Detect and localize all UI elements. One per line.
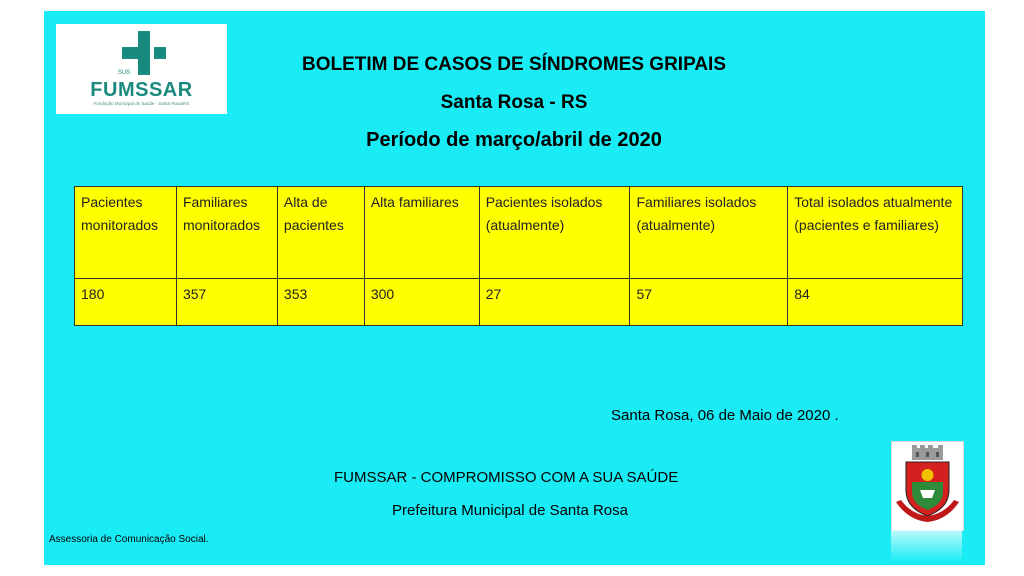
header-cell: Familiares isolados (atualmente) xyxy=(630,187,788,279)
santa-rosa-coat-of-arms-icon xyxy=(892,442,963,530)
value-cell: 300 xyxy=(364,279,479,326)
footer-organization: Prefeitura Municipal de Santa Rosa xyxy=(392,502,628,519)
logo-sus-text: SUS xyxy=(117,70,131,76)
bulletin-period: Período de março/abril de 2020 xyxy=(366,129,662,151)
value-cell: 84 xyxy=(788,279,963,326)
date-line: Santa Rosa, 06 de Maio de 2020 . xyxy=(611,407,839,424)
cases-table xyxy=(74,186,963,326)
header-cell: Alta familiares xyxy=(364,187,479,279)
crest-reflection xyxy=(891,530,962,562)
slide xyxy=(44,11,985,565)
value-cell: 180 xyxy=(75,279,177,326)
bulletin-title: BOLETIM DE CASOS DE SÍNDROMES GRIPAIS xyxy=(301,54,727,75)
header-cell: Alta de pacientes xyxy=(277,187,364,279)
value-cell: 357 xyxy=(176,279,277,326)
footer-slogan: FUMSSAR - COMPROMISSO COM A SUA SAÚDE xyxy=(334,469,679,486)
value-cell: 57 xyxy=(630,279,788,326)
crest-frame xyxy=(891,441,964,531)
header-cell: Total isolados atualmente (pacientes e familiares) xyxy=(788,187,963,279)
logo-name: FUMSSAR xyxy=(90,79,193,101)
header-cell: Pacientes monitorados xyxy=(75,187,177,279)
header-cell: Familiares monitorados xyxy=(176,187,277,279)
table-row xyxy=(75,279,963,326)
bulletin-location: Santa Rosa - RS xyxy=(440,92,588,113)
credit-text: Assessoria de Comunicação Social. xyxy=(49,534,209,545)
table-header-row xyxy=(75,187,963,279)
value-cell: 353 xyxy=(277,279,364,326)
logo-tagline: Fundação Municipal de Saúde - Santa Rosa/RS xyxy=(93,101,190,106)
header-cell: Pacientes isolados (atualmente) xyxy=(479,187,630,279)
fumssar-cross-logo-icon xyxy=(122,31,166,75)
value-cell: 27 xyxy=(479,279,630,326)
